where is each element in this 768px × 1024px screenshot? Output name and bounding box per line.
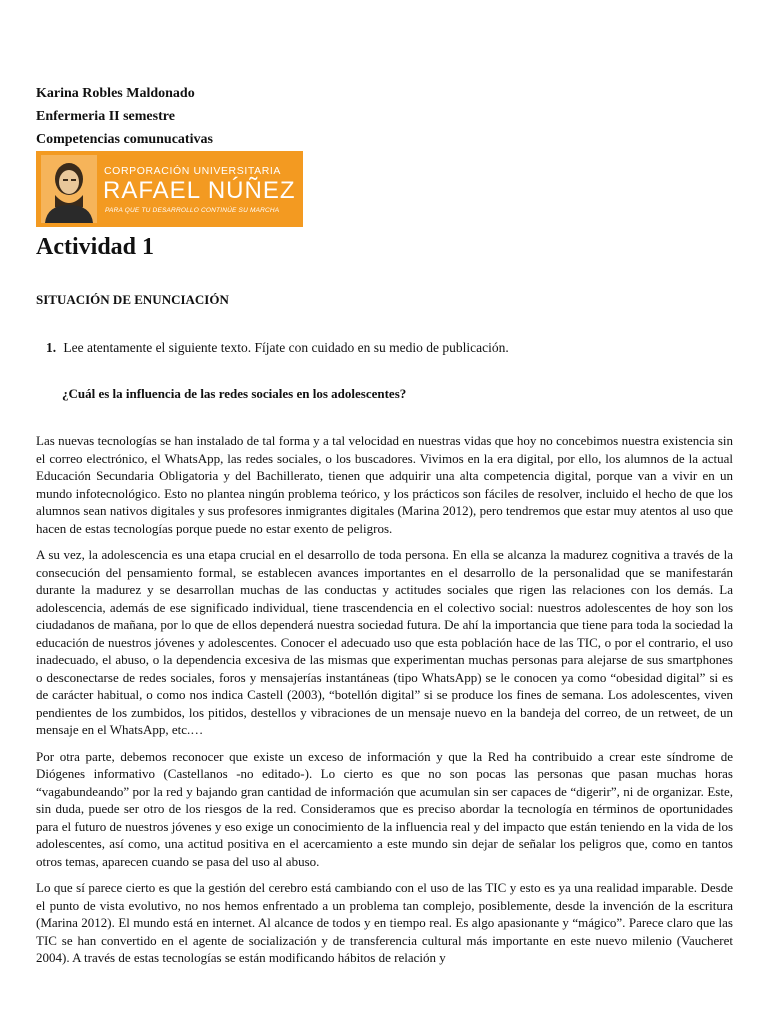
logo-line2: RAFAEL NÚÑEZ (103, 177, 296, 204)
portrait-icon (41, 155, 97, 223)
author-name: Karina Robles Maldonado (36, 86, 195, 101)
question-heading: ¿Cuál es la influencia de las redes sociales en los adolescentes? (62, 386, 407, 401)
author-header (36, 82, 213, 151)
paragraph: Las nuevas tecnologías se han instalado de tal forma y a tal velocidad en nuestras vidas que hoy no concebimos nuestra existencia sin el correo electrónico, el WhatsApp, las redes sociales, o los buscadores. Vivimos en la era digital, por ello, los alumnos de la actual Educación Secundaria Obligatoria y del Bachillerato, tienen que adquirir una alta competencia digital, porque van a vivir en un mundo infotecnológico. Esto no plantea ningún problema teórico, y los prácticos son fáciles de resolver, incluido el hecho de que los alumnos sean nativos digitales y sus profesores inmigrantes digitales (Marina 2012), pero tendremos que estar muy atentos al uso que hacen de estas tecnologías porque puede no estar exento de peligros. (36, 433, 733, 536)
paragraph: Por otra parte, debemos reconocer que existe un exceso de información y que la Red ha contribuido a crear este síndrome de Diógenes informativo (Castellanos -no editado-). Lo cierto es que no son pocas las personas que pasan muchas horas “vagabundeando” por la red y bajando gran cantidad de información que acumulan sin ser capaces de “digerir”, ni de organizar. Este, sin duda, puede ser otro de los riesgos de la red. Consideramos que es preciso abordar la tecnología en términos de oportunidades para el futuro de nuestros jóvenes y eso exige un conocimiento de la influencia real y del impacto que están teniendo en la vida de los adolescentes, así como, una actitud positiva en el acercamiento a este mundo sin dejar de señalar los peligros que, como en tantos otros temas, aparecen cuando se pasa del uso al abuso. (36, 748, 733, 869)
instruction-number: 1. (46, 340, 57, 355)
logo-line1: CORPORACIÓN UNIVERSITARIA (104, 165, 281, 177)
university-logo (36, 151, 303, 227)
article-body (36, 432, 733, 976)
logo-tagline: PARA QUE TU DESARROLLO CONTINÚE SU MARCHA (105, 207, 280, 214)
course-name: Competencias comunucativas (36, 132, 213, 147)
program-name: Enfermeria II semestre (36, 109, 175, 124)
paragraph: Lo que sí parece cierto es que la gestión del cerebro está cambiando con el uso de las TIC y esto es ya una realidad imparable. Desde el punto de vista evolutivo, no nos hemos enfrentado a un problema tan complejo, posiblemente, desde la invención de la escritura (Marina 2012). El mundo está en internet. Al alcance de todos y en tiempo real. Es algo apasionante y “mágico”. Parece claro que las TIC se han convertido en el agente de socialización y de transferencia cultural más importante en este nuevo milenio (Vaucheret 2004). A través de estas tecnologías se están modificando hábitos de relación y (36, 880, 733, 965)
page-title: Actividad 1 (36, 234, 155, 260)
instruction-text: Lee atentamente el siguiente texto. Fíjate con cuidado en su medio de publicación. (63, 340, 509, 355)
paragraph: A su vez, la adolescencia es una etapa crucial en el desarrollo de toda persona. En ella se alcanza la madurez cognitiva a través de la consecución del pensamiento formal, se establecen avances importantes en el desarrollo de la personalidad que se manifestarán durante la madurez y se desarrollan muchas de las conductas y actitudes sociales que rigen las relaciones con los demás. La adolescencia, además de ese significado individual, tiene trascendencia en el colectivo social: nuestros adolescentes de hoy son los ciudadanos de mañana, por lo que de ellos dependerá nuestra sociedad futura. De ahí la importancia que tiene para toda la sociedad la educación de nuestros jóvenes y adolescentes. Conocer el adecuado uso que esta población hace de las TIC, o por el contrario, el uso inadecuado, el abuso, o la dependencia excesiva de las mismas que experimentan muchas personas para alejarse de sus smartphones o desconectarse de redes sociales, foros y mensajerías instantáneas (tipo WhatsApp) se le conocen ya como “obesidad digital” si es de carácter habitual, o como nos indica Castell (2003), “botellón digital” si se produce los fines de semana. Los adolescentes, viven pendientes de los zumbidos, los pitidos, destellos y vibraciones de un mensaje nuevo en la bandeja del correo, de un retweet, de un mensaje en el WhatsApp, etc.… (36, 547, 733, 737)
instruction-item (46, 340, 509, 356)
section-heading: SITUACIÓN DE ENUNCIACIÓN (36, 292, 229, 307)
